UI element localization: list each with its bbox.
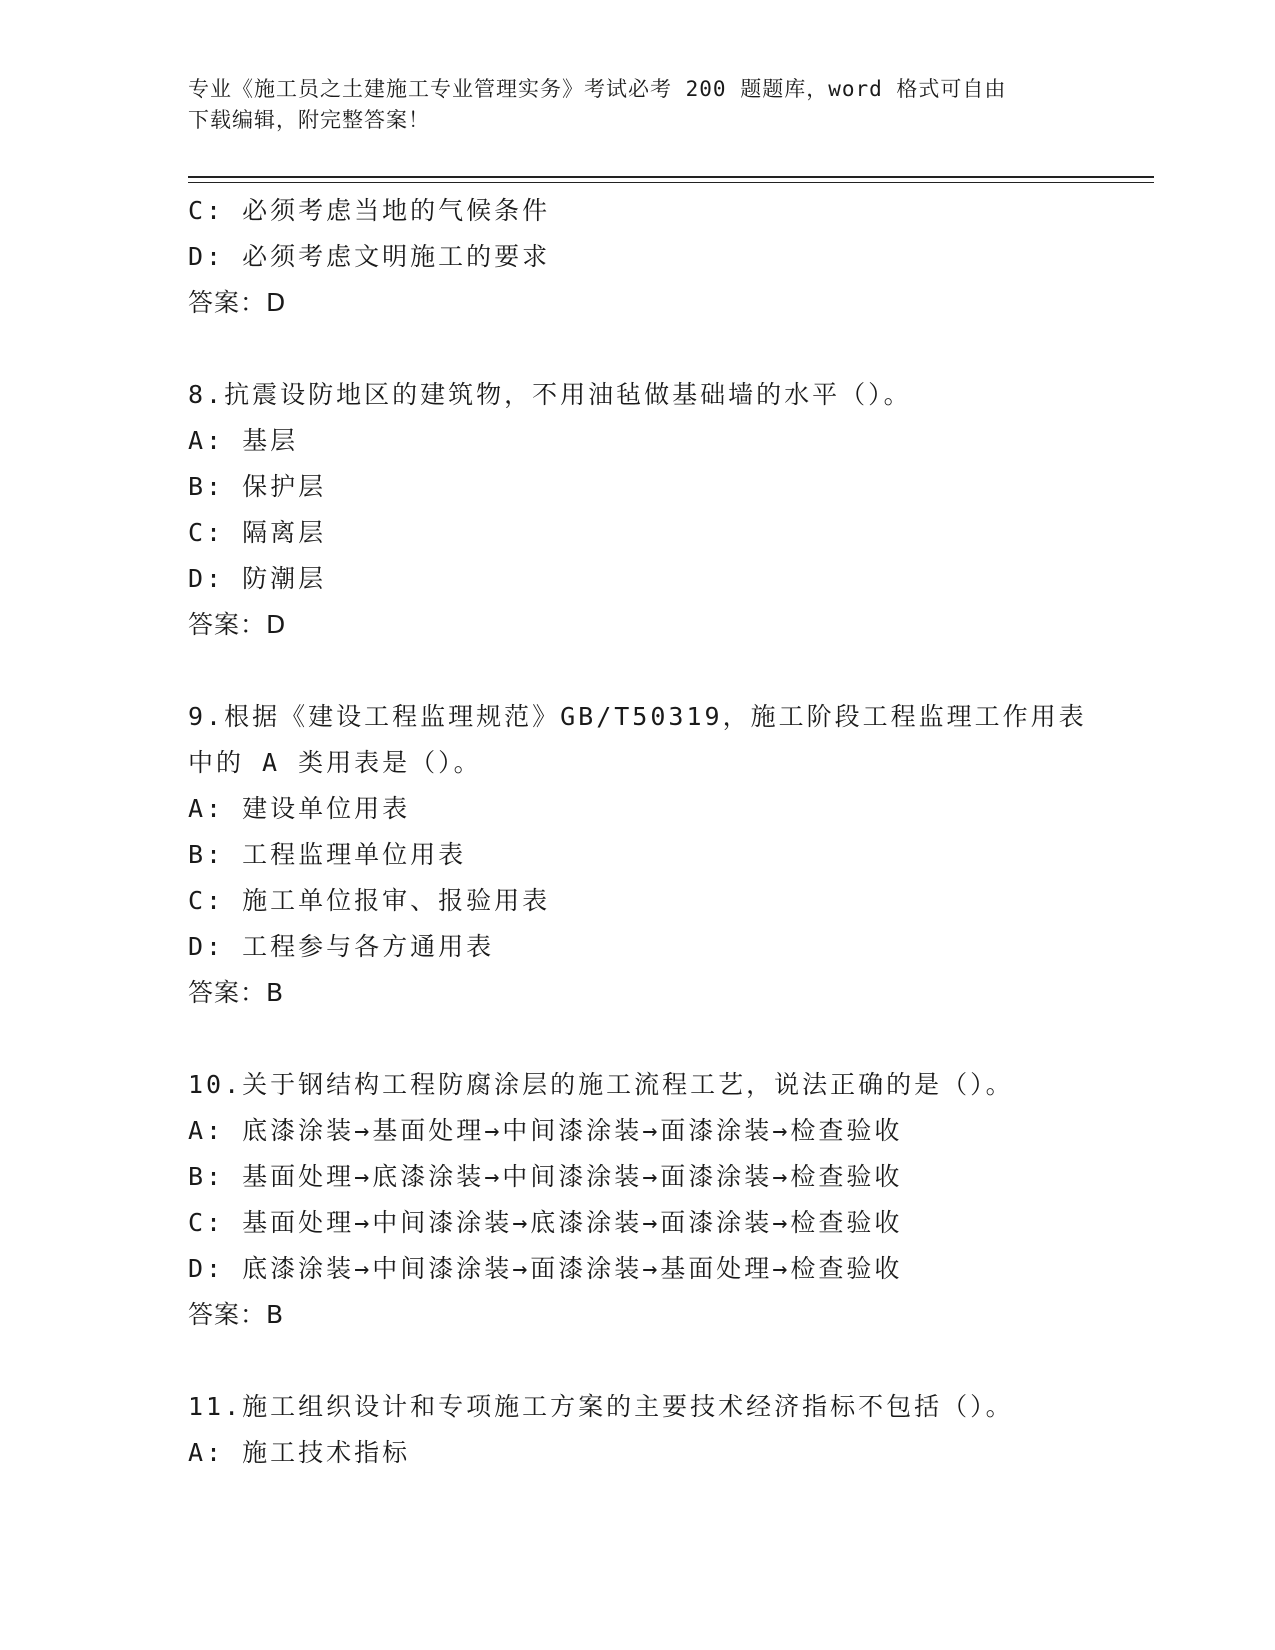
option-d: D: 必须考虑文明施工的要求 xyxy=(188,242,551,271)
answer: 答案：D xyxy=(188,610,287,639)
option-a: A: 施工技术指标 xyxy=(188,1438,411,1467)
question-7 xyxy=(188,188,1148,326)
answer: 答案：B xyxy=(188,978,285,1007)
question-list xyxy=(188,188,1148,1476)
spacer xyxy=(188,648,1148,694)
spacer xyxy=(188,1338,1148,1384)
question-11 xyxy=(188,1384,1148,1476)
header-divider-thick xyxy=(188,176,1154,178)
option-b: B: 基面处理→底漆涂装→中间漆涂装→面漆涂装→检查验收 xyxy=(188,1162,903,1191)
option-b: B: 保护层 xyxy=(188,472,327,501)
option-d: D: 工程参与各方通用表 xyxy=(188,932,495,961)
question-10 xyxy=(188,1062,1148,1338)
option-d: D: 底漆涂装→中间漆涂装→面漆涂装→基面处理→检查验收 xyxy=(188,1254,903,1283)
question-text: 10.关于钢结构工程防腐涂层的施工流程工艺，说法正确的是（）。 xyxy=(188,1070,1014,1099)
header-line-1: 专业《施工员之土建施工专业管理实务》考试必考 200 题题库，word 格式可自由 xyxy=(188,77,1007,101)
header-divider-thin xyxy=(188,182,1154,183)
option-a: A: 基层 xyxy=(188,426,299,455)
question-text: 11.施工组织设计和专项施工方案的主要技术经济指标不包括（）。 xyxy=(188,1392,1014,1421)
option-b: B: 工程监理单位用表 xyxy=(188,840,467,869)
spacer xyxy=(188,326,1148,372)
option-a: A: 底漆涂装→基面处理→中间漆涂装→面漆涂装→检查验收 xyxy=(188,1116,903,1145)
question-text-line-2: 中的 A 类用表是（）。 xyxy=(188,748,482,777)
option-a: A: 建设单位用表 xyxy=(188,794,411,823)
question-text: 8.抗震设防地区的建筑物，不用油毡做基础墙的水平（）。 xyxy=(188,380,912,409)
question-8 xyxy=(188,372,1148,648)
option-c: C: 必须考虑当地的气候条件 xyxy=(188,196,551,225)
option-c: C: 隔离层 xyxy=(188,518,327,547)
option-d: D: 防潮层 xyxy=(188,564,327,593)
page-header xyxy=(188,74,1068,136)
spacer xyxy=(188,1016,1148,1062)
question-text-line-1: 9.根据《建设工程监理规范》GB/T50319，施工阶段工程监理工作用表 xyxy=(188,702,1087,731)
answer: 答案：B xyxy=(188,1300,285,1329)
question-9 xyxy=(188,694,1148,1016)
option-c: C: 基面处理→中间漆涂装→底漆涂装→面漆涂装→检查验收 xyxy=(188,1208,903,1237)
answer: 答案：D xyxy=(188,288,287,317)
header-line-2: 下载编辑，附完整答案！ xyxy=(188,108,430,132)
option-c: C: 施工单位报审、报验用表 xyxy=(188,886,551,915)
